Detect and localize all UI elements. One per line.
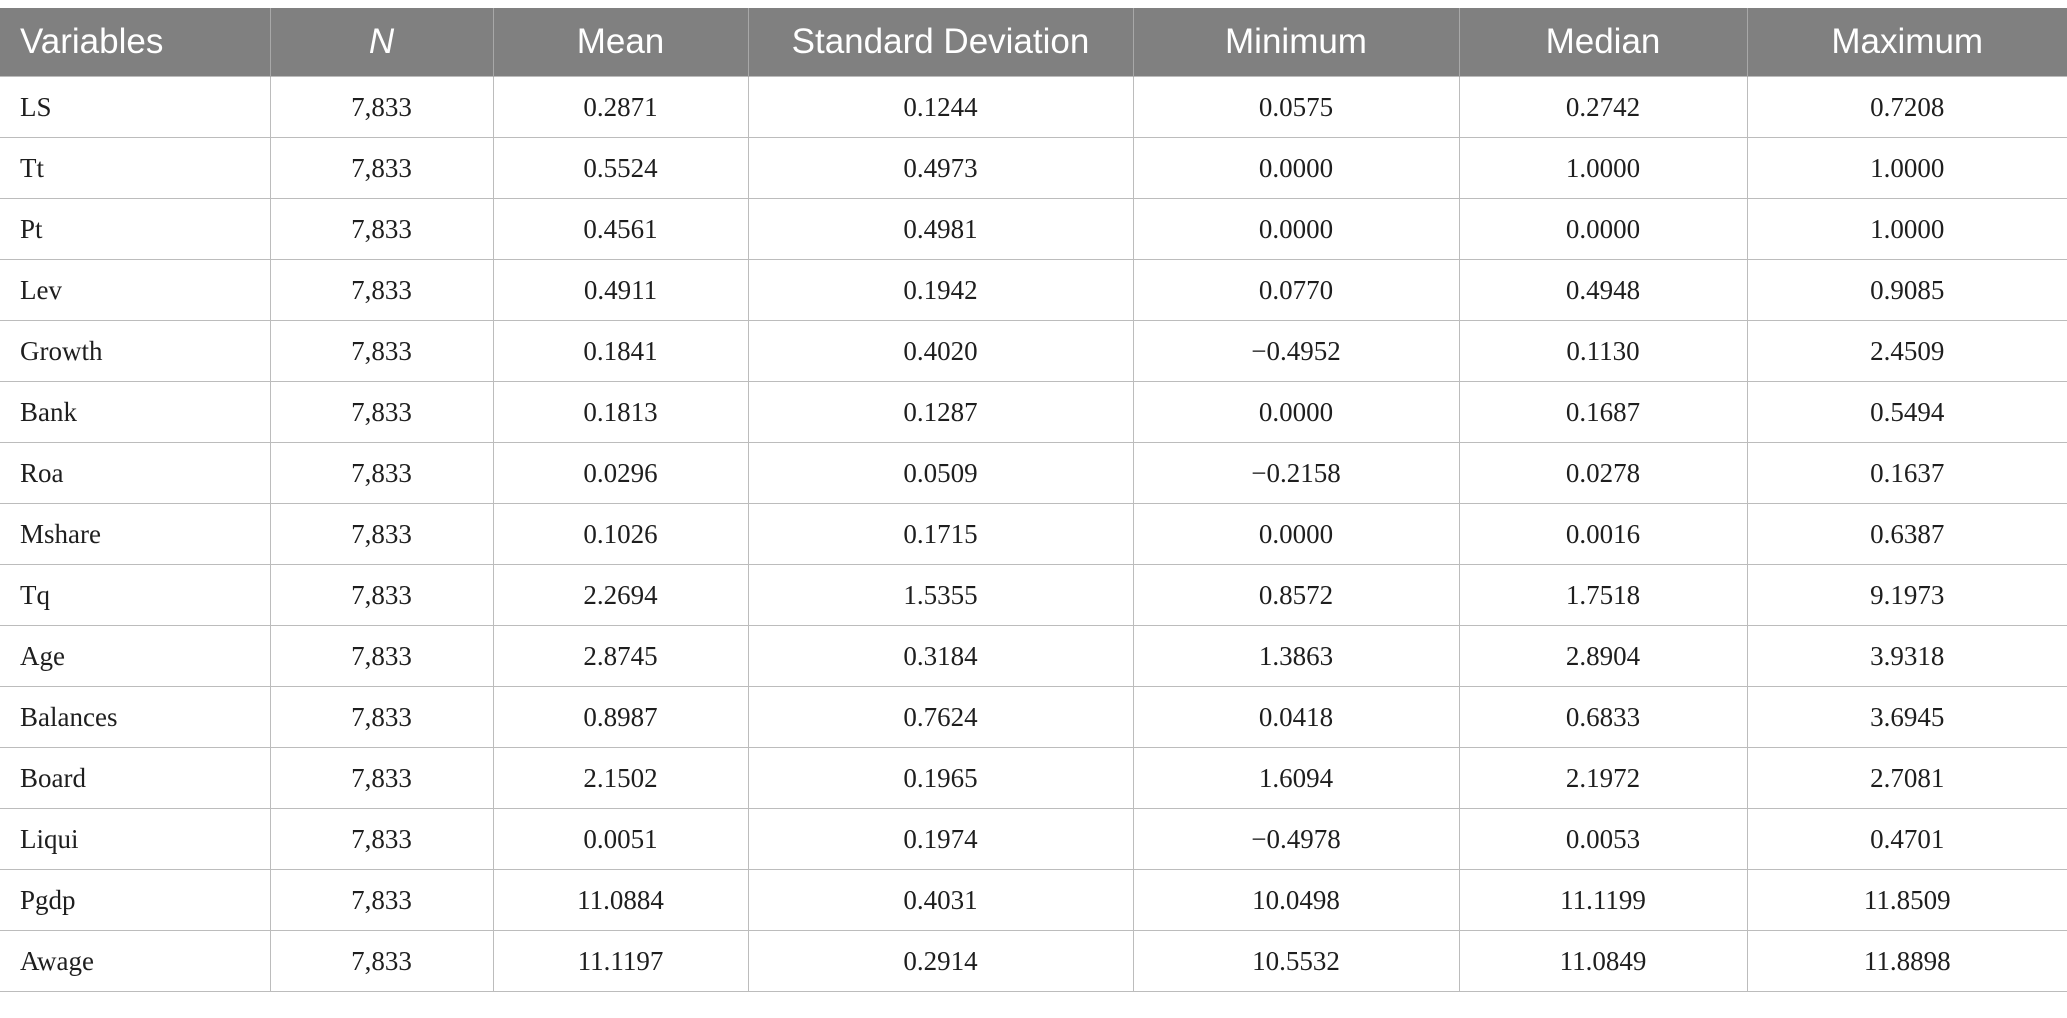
cell-variable: Pgdp [0,870,270,931]
cell-std-dev: 0.1974 [748,809,1133,870]
cell-n: 7,833 [270,931,493,992]
descriptive-statistics-table-container [0,8,2067,992]
header-maximum: Maximum [1747,8,2067,77]
cell-median: 2.8904 [1459,626,1747,687]
cell-median: 0.0016 [1459,504,1747,565]
table-body [0,77,2067,992]
cell-n: 7,833 [270,626,493,687]
cell-variable: Age [0,626,270,687]
cell-n: 7,833 [270,870,493,931]
cell-std-dev: 0.4981 [748,199,1133,260]
cell-variable: Lev [0,260,270,321]
cell-minimum: 1.6094 [1133,748,1459,809]
cell-median: 0.6833 [1459,687,1747,748]
cell-variable: Balances [0,687,270,748]
cell-maximum: 9.1973 [1747,565,2067,626]
cell-minimum: 0.0000 [1133,199,1459,260]
cell-n: 7,833 [270,504,493,565]
cell-maximum: 1.0000 [1747,199,2067,260]
cell-n: 7,833 [270,321,493,382]
table-row [0,504,2067,565]
cell-mean: 0.1841 [493,321,748,382]
cell-minimum: −0.4978 [1133,809,1459,870]
table-row [0,138,2067,199]
cell-n: 7,833 [270,382,493,443]
cell-mean: 2.2694 [493,565,748,626]
cell-mean: 2.1502 [493,748,748,809]
cell-maximum: 3.9318 [1747,626,2067,687]
cell-median: 0.4948 [1459,260,1747,321]
header-row [0,8,2067,77]
header-variables: Variables [0,8,270,77]
table-row [0,260,2067,321]
cell-minimum: −0.4952 [1133,321,1459,382]
cell-median: 0.0053 [1459,809,1747,870]
table-row [0,931,2067,992]
cell-variable: Roa [0,443,270,504]
cell-minimum: 0.0770 [1133,260,1459,321]
cell-variable: Bank [0,382,270,443]
cell-std-dev: 0.0509 [748,443,1133,504]
cell-median: 0.1130 [1459,321,1747,382]
cell-n: 7,833 [270,748,493,809]
cell-minimum: 10.5532 [1133,931,1459,992]
cell-minimum: −0.2158 [1133,443,1459,504]
cell-mean: 11.1197 [493,931,748,992]
cell-variable: Liqui [0,809,270,870]
cell-maximum: 0.6387 [1747,504,2067,565]
header-n: N [270,8,493,77]
table-row [0,687,2067,748]
descriptive-statistics-table [0,8,2067,992]
cell-maximum: 11.8509 [1747,870,2067,931]
cell-minimum: 10.0498 [1133,870,1459,931]
table-row [0,748,2067,809]
cell-mean: 0.4561 [493,199,748,260]
cell-minimum: 0.0000 [1133,382,1459,443]
cell-mean: 0.0296 [493,443,748,504]
cell-mean: 0.4911 [493,260,748,321]
cell-n: 7,833 [270,77,493,138]
cell-std-dev: 0.4020 [748,321,1133,382]
cell-minimum: 0.0575 [1133,77,1459,138]
cell-maximum: 0.1637 [1747,443,2067,504]
cell-n: 7,833 [270,443,493,504]
cell-median: 1.7518 [1459,565,1747,626]
cell-mean: 0.5524 [493,138,748,199]
cell-mean: 2.8745 [493,626,748,687]
cell-mean: 0.0051 [493,809,748,870]
cell-mean: 0.8987 [493,687,748,748]
cell-std-dev: 0.1244 [748,77,1133,138]
cell-median: 0.0000 [1459,199,1747,260]
cell-maximum: 0.4701 [1747,809,2067,870]
cell-maximum: 0.9085 [1747,260,2067,321]
header-mean: Mean [493,8,748,77]
cell-n: 7,833 [270,260,493,321]
cell-variable: LS [0,77,270,138]
cell-n: 7,833 [270,687,493,748]
cell-maximum: 0.7208 [1747,77,2067,138]
table-row [0,199,2067,260]
cell-std-dev: 0.7624 [748,687,1133,748]
cell-std-dev: 0.1287 [748,382,1133,443]
table-header [0,8,2067,77]
cell-minimum: 0.0000 [1133,504,1459,565]
cell-minimum: 1.3863 [1133,626,1459,687]
cell-variable: Growth [0,321,270,382]
cell-median: 0.2742 [1459,77,1747,138]
cell-std-dev: 0.3184 [748,626,1133,687]
cell-n: 7,833 [270,138,493,199]
cell-variable: Board [0,748,270,809]
header-median: Median [1459,8,1747,77]
cell-std-dev: 0.4031 [748,870,1133,931]
table-row [0,626,2067,687]
cell-mean: 0.2871 [493,77,748,138]
cell-std-dev: 1.5355 [748,565,1133,626]
cell-n: 7,833 [270,199,493,260]
table-row [0,443,2067,504]
cell-maximum: 1.0000 [1747,138,2067,199]
cell-maximum: 2.7081 [1747,748,2067,809]
cell-median: 1.0000 [1459,138,1747,199]
cell-mean: 11.0884 [493,870,748,931]
header-minimum: Minimum [1133,8,1459,77]
cell-mean: 0.1813 [493,382,748,443]
cell-variable: Mshare [0,504,270,565]
cell-maximum: 11.8898 [1747,931,2067,992]
cell-variable: Tt [0,138,270,199]
cell-mean: 0.1026 [493,504,748,565]
cell-median: 11.0849 [1459,931,1747,992]
table-row [0,321,2067,382]
cell-median: 2.1972 [1459,748,1747,809]
header-standard-deviation: Standard Deviation [748,8,1133,77]
table-row [0,809,2067,870]
cell-variable: Awage [0,931,270,992]
cell-std-dev: 0.2914 [748,931,1133,992]
table-row [0,77,2067,138]
cell-median: 0.1687 [1459,382,1747,443]
cell-maximum: 0.5494 [1747,382,2067,443]
cell-median: 11.1199 [1459,870,1747,931]
cell-std-dev: 0.1715 [748,504,1133,565]
table-row [0,565,2067,626]
cell-maximum: 3.6945 [1747,687,2067,748]
cell-variable: Tq [0,565,270,626]
cell-std-dev: 0.4973 [748,138,1133,199]
cell-minimum: 0.8572 [1133,565,1459,626]
cell-std-dev: 0.1965 [748,748,1133,809]
cell-minimum: 0.0418 [1133,687,1459,748]
cell-std-dev: 0.1942 [748,260,1133,321]
cell-median: 0.0278 [1459,443,1747,504]
cell-n: 7,833 [270,565,493,626]
cell-maximum: 2.4509 [1747,321,2067,382]
table-row [0,870,2067,931]
cell-n: 7,833 [270,809,493,870]
cell-minimum: 0.0000 [1133,138,1459,199]
cell-variable: Pt [0,199,270,260]
table-row [0,382,2067,443]
